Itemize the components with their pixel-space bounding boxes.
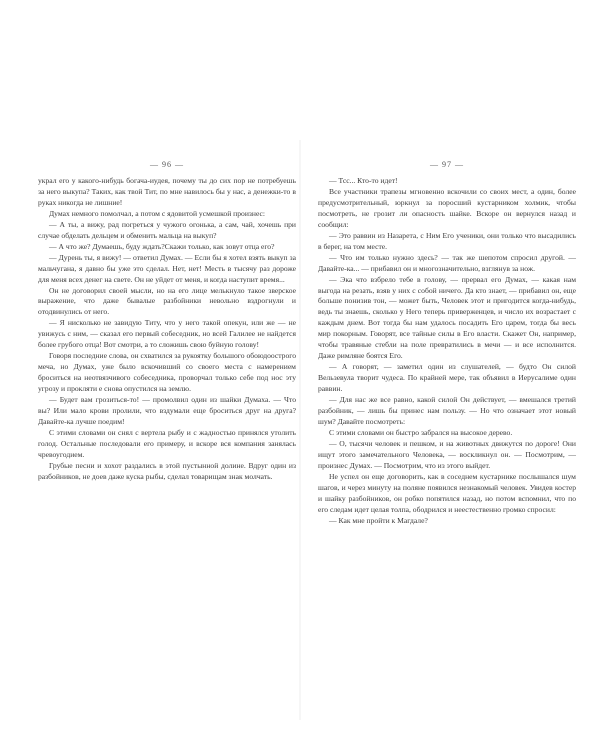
paragraph: Не успел он еще договорить, как в соседнем кустарнике послышался шум шагов, и через минуту на поляне появился незнакомый человек. Увидев костер и шайку разбойников, он робко попятился назад, но потом вспомнил, что по его следам идет целая толпа, ободрился и неестественно громко спросил: bbox=[318, 471, 576, 514]
paragraph: Грубые песни и хохот раздались в этой пустынной долине. Вдруг один из разбойников, не доев даже куска рыбы, сделал товарищам знак молчать. bbox=[38, 460, 296, 481]
paragraph: С этими словами он снял с вертела рыбу и с жадностью принялся утолить голод. Остальные последовали его примеру, и вскоре вся компания занялась чревоугодием. bbox=[38, 427, 296, 459]
paragraph: — Я нисколько не завидую Титу, что у него такой опекун, или же — не увижусь с ним, — сказал его первый собеседник, но всей Галилее не найдется более грубого отца! Вот смотри, а то сложишь свою буйную голову! bbox=[38, 318, 296, 350]
paragraph: — Что им только нужно здесь? — так же шепотом спросил другой. — Давайте-ка... — прибавил он и многозначительно, взглянув за нож. bbox=[318, 252, 576, 273]
book-gutter bbox=[299, 140, 301, 720]
paragraph: — Тсс... Кто-то идет! bbox=[329, 176, 398, 185]
paragraph: — Для нас же все равно, какой силой Он действует, — вмешался третий разбойник, — лишь бы принес нам пользу. — Но что означает этот новый шум? Давайте посмотреть: bbox=[318, 395, 576, 426]
left-page-text bbox=[38, 176, 296, 483]
left-page bbox=[38, 158, 296, 483]
paragraph: С этими словами он быстро забрался на высокое дерево. bbox=[329, 427, 513, 437]
paragraph: Говоря последние слова, он схватился за рукоятку большого обоюдоострого меча, но Думах, уже было вскочивший со своего места с намерением броситься на неотвязчивого собеседника, проворчал только себе под нос эту угрозу и прокляти е снова опустился на землю. bbox=[38, 351, 296, 394]
paragraph: Все участники трапезы мгновенно вскочили со своих мест, а один, более предусмотрительный, юркнул за поросший кустарником холмик, чтобы посмотреть, не грозит ли опасность шайке. Вскоре он вернулся назад и сообщил: bbox=[318, 186, 576, 229]
paragraph: Думах немного помолчал, а потом с ядовитой усмешкой произнес: bbox=[49, 208, 265, 218]
paragraph: украл его у какого-нибудь богача-иудея, почему ты до сих пор не потребуешь за него выкупа? Таких, как твой Тит, по мне навилось бы у нас, а денежки-то в руках никогда не лишние! bbox=[38, 176, 296, 207]
paragraph: — Дурень ты, я вижу! — ответил Думах. — Если бы я хотел взять выкуп за мальчугана, я давно бы уже это сделал. Нет, нет! Месть в тысячу раз дороже для меня всех денег на свете. Он не уйдет от меня, и когда наступит время... bbox=[38, 252, 296, 284]
paragraph: — А ты, а вижу, рад погреться у чужого огонька, а сам, чай, хочешь при случае обделать дельцем и обменить мальца на выкуп? bbox=[38, 219, 296, 240]
paragraph: — О, тысячи человек и пешком, и на животных движутся по дороге! Они ищут этого замечательного Человека, — воскликнул он. — Посмотрим, — произнес Думах. — Посмотрим, что из этого выйдет. bbox=[318, 438, 576, 470]
paragraph: — Как мне пройти к Магдале? bbox=[329, 515, 428, 525]
left-page-number: — 96 — bbox=[150, 160, 184, 169]
right-page-text bbox=[318, 176, 576, 527]
right-page bbox=[318, 158, 576, 527]
paragraph: — Будет вам грозиться-то! — промолвил один из шайки Думаха. — Что вы? Или мало крови пролили, что вздумали еще броситься друг на друга? Давайте-ка лучше поедим! bbox=[38, 395, 296, 426]
paragraph: — А что же? Думаешь, буду ждать?Скажи только, как зовут отца его? bbox=[49, 241, 275, 251]
paragraph: Он не договорил своей мысли, но на его лице мелькнуло такое зверское выражение, что даже бывалые разбойники невольно вздрогнули и отодвинулись от него. bbox=[38, 285, 296, 317]
paragraph: — Эка что взбрело тебе в голову, — прервал его Думах, — какая нам выгода на резать, взяв у них с собой ничего. Да кто знает, — прибавил он, еще больше понизив тон, — может быть, Человек этот и пригодится когда-нибудь, ведь ты знаешь, сколько у Него теперь приверженцев, и число их возрастает с каждым днем. Вот тогда бы нам удалось посадить Его царем, тогда бы весь мир покорным. Говорят, все тайные силы в Его власти. Скажет Он, например, чтобы травяные стебли на поле превратились в мечи — и все исполнится. Даже римляне боятся Его. bbox=[318, 274, 576, 361]
paragraph: — А говорят, — заметил один из слушателей, — будто Он силой Вельзевула творит чудеса. По крайней мере, так объявил в Иерусалиме один раввин. bbox=[318, 362, 576, 394]
right-page-number: — 97 — bbox=[430, 160, 464, 169]
paragraph: — Это раввин из Назарета, с Ним Его ученики, они только что высадились в берег, на том месте. bbox=[318, 230, 576, 251]
